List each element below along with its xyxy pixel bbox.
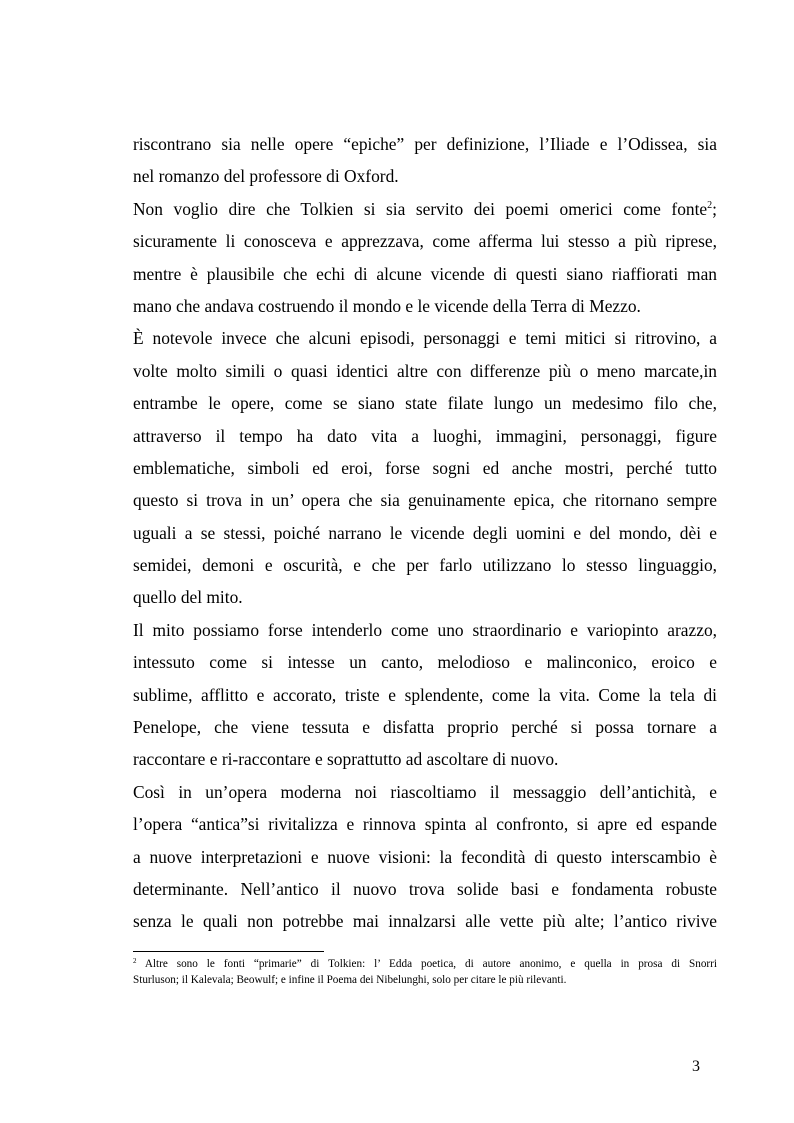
body-line-3 bbox=[133, 193, 717, 225]
body-text bbox=[133, 128, 717, 938]
body-line-15: quello del mito. bbox=[133, 587, 243, 608]
body-line-4: sicuramente li conosceva e apprezzava, come afferma lui stesso a più riprese, bbox=[133, 231, 717, 252]
footnote-separator bbox=[133, 951, 324, 952]
body-line-11: emblematiche, simboli ed eroi, forse sogni ed anche mostri, perché tutto bbox=[133, 457, 717, 478]
body-line-5: mentre è plausibile che echi di alcune vicende di questi siano riaffiorati man bbox=[133, 263, 717, 284]
footnote-line-1-text: Altre sono le fonti “primarie” di Tolkien: l’ Edda poetica, di autore anonimo, e quella in prosa di Snorri bbox=[136, 958, 717, 970]
body-line-16: Il mito possiamo forse intenderlo come uno straordinario e variopinto arazzo, bbox=[133, 619, 717, 640]
body-line-20: raccontare e ri-raccontare e soprattutto ad ascoltare di nuovo. bbox=[133, 749, 559, 770]
body-line-6: mano che andava costruendo il mondo e le vicende della Terra di Mezzo. bbox=[133, 295, 641, 316]
footnote-marker: 2 bbox=[133, 957, 137, 965]
body-line-19: Penelope, che viene tessuta e disfatta proprio perché si possa tornare a bbox=[133, 717, 717, 738]
body-line-10: attraverso il tempo ha dato vita a luoghi, immagini, personaggi, figure bbox=[133, 425, 717, 446]
body-line-23: a nuove interpretazioni e nuove visioni: la fecondità di questo interscambio è bbox=[133, 846, 717, 867]
footnote bbox=[133, 957, 717, 988]
footnote-reference: 2 bbox=[707, 199, 713, 211]
body-line-9: entrambe le opere, come se siano state filate lungo un medesimo filo che, bbox=[133, 393, 717, 414]
body-line-22: l’opera “antica”si rivitalizza e rinnova spinta al confronto, si apre ed espande bbox=[133, 814, 717, 835]
body-line-18: sublime, afflitto e accorato, triste e splendente, come la vita. Come la tela di bbox=[133, 684, 717, 705]
body-line-7: È notevole invece che alcuni episodi, personaggi e temi mitici si ritrovino, a bbox=[133, 328, 717, 349]
body-line-25: senza le quali non potrebbe mai innalzarsi alle vette più alte; l’antico rivive bbox=[133, 911, 717, 932]
body-line-3-suffix: ; bbox=[712, 198, 717, 219]
body-line-13: uguali a se stessi, poiché narrano le vicende degli uomini e del mondo, dèi e bbox=[133, 522, 717, 543]
page-number: 3 bbox=[692, 1058, 700, 1075]
body-line-2: nel romanzo del professore di Oxford. bbox=[133, 166, 399, 187]
footnote-line-1 bbox=[133, 957, 717, 973]
body-line-14: semidei, demoni e oscurità, e che per farlo utilizzano lo stesso linguaggio, bbox=[133, 555, 717, 576]
body-line-21: Così in un’opera moderna noi riascoltiamo il messaggio dell’antichità, e bbox=[133, 781, 717, 802]
body-line-8: volte molto simili o quasi identici altre con differenze più o meno marcate,in bbox=[133, 360, 717, 381]
footnote-line-2: Sturluson; il Kalevala; Beowulf; e infine il Poema dei Nibelunghi, solo per citare le più rilevanti. bbox=[133, 973, 567, 986]
body-line-12: questo si trova in un’ opera che sia genuinamente epica, che ritornano sempre bbox=[133, 490, 717, 511]
body-line-3-text: Non voglio dire che Tolkien si sia servito dei poemi omerici come fonte bbox=[133, 198, 708, 219]
body-line-1: riscontrano sia nelle opere “epiche” per definizione, l’Iliade e l’Odissea, sia bbox=[133, 134, 717, 154]
body-line-24: determinante. Nell’antico il nuovo trova solide basi e fondamenta robuste bbox=[133, 878, 717, 899]
body-line-17: intessuto come si intesse un canto, melodioso e malinconico, eroico e bbox=[133, 652, 717, 673]
